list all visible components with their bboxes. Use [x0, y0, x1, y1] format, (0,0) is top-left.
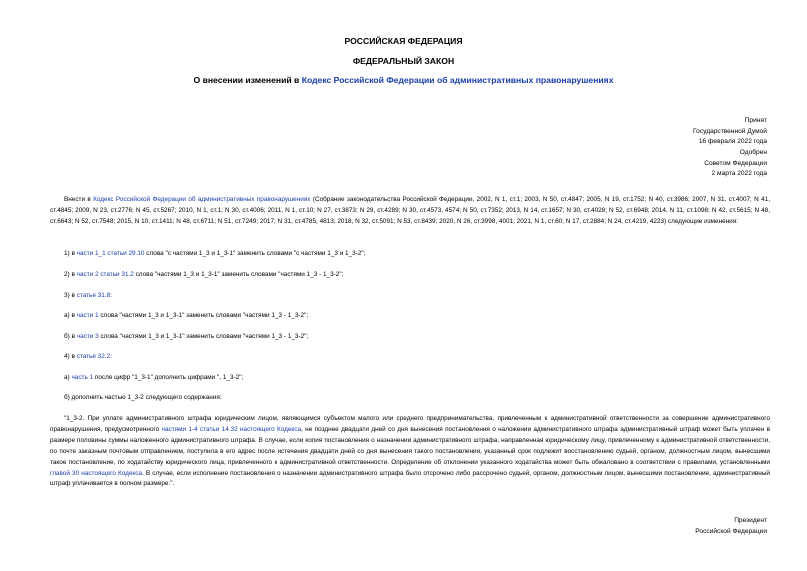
- item-3a-prefix: а) в: [64, 312, 77, 319]
- adopted-body: Государственной Думой: [693, 127, 767, 135]
- item-4-prefix: 4) в: [64, 353, 77, 360]
- item-1: [50, 249, 770, 260]
- item-2-prefix: 2) в: [64, 271, 77, 278]
- quote-text-2: , не позднее двадцати дней со дня вынесения постановления о наложении административного штрафа административный штраф может быть уплачен в размере половины суммы наложенного административного штрафа. В случае, если копия постановления о назначении административного штрафа, направленная юридическому лицу, привлеченному к административной ответственности, по почте заказным почтовым отправлением, поступила в его адрес после истечения двадцати дней со дня вынесения такого постановления, указанный срок подлежит восстановлению судьей, органом, должностным лицом, вынесшими такое постановление, по ходатайству юридического лица, привлеченного к административной ответственности. Определение об отклонении указанного ходатайства может быть обжаловано в соответствии с правилами, установленными: [50, 425, 770, 466]
- law-title-code-link[interactable]: Кодекс Российской Федерации об административных правонарушениях: [301, 75, 614, 85]
- approved-label: Одобрен: [739, 149, 767, 156]
- adopted-date: 16 февраля 2022 года: [698, 138, 767, 146]
- signature-subtitle: Российской Федерации: [695, 527, 767, 535]
- item-4a-prefix: а): [64, 374, 72, 381]
- quote-link-chapter-30[interactable]: главой 30 настоящего Кодекса: [50, 469, 143, 477]
- item-4b: [50, 393, 770, 404]
- item-2: [50, 270, 770, 281]
- approved-body: Советом Федерации: [704, 159, 767, 167]
- item-4a-text: после цифр "1_3-1" дополнить цифрами ", 1_3-2";: [93, 374, 244, 381]
- quoted-part-1-3-2: [50, 414, 770, 490]
- item-3b-prefix: б) в: [64, 333, 77, 340]
- item-4a-link[interactable]: часть 1: [71, 374, 94, 381]
- quote-text-1: "1_3-2. При уплате административного штрафа юридическим лицом, являющимся субъектом малого или среднего предпринимательства, привлеченным к административной ответственности за совершение административного правонарушения, предусмотренного: [50, 415, 770, 433]
- item-3-link[interactable]: статье 31.8: [76, 292, 111, 299]
- country-heading: РОССИЙСКАЯ ФЕДЕРАЦИЯ: [344, 36, 463, 46]
- item-1-prefix: 1) в: [64, 250, 77, 257]
- item-3-prefix: 3) в: [64, 292, 77, 299]
- item-3a-text: слова "частями 1_3 и 1_3-1" заменить словами "частями 1_3 - 1_3-2";: [98, 312, 309, 319]
- item-3: [50, 291, 770, 302]
- law-title-prefix: О внесении изменений в: [193, 75, 302, 85]
- item-1-link[interactable]: части 1_1 статьи 29.10: [76, 250, 145, 257]
- adopted-label: Принят: [744, 117, 767, 124]
- quote-link-articles-14-32[interactable]: частями 1-4 статьи 14.32 настоящего Кодекса: [161, 425, 302, 433]
- approved-block: [704, 148, 767, 180]
- item-2-text: слова "частями 1_3 и 1_3-1" заменить словами "частями 1_3 - 1_3-2";: [133, 271, 344, 278]
- item-2-link[interactable]: части 2 статьи 31.2: [76, 271, 134, 278]
- item-4: [50, 352, 770, 363]
- quote-text-3: . В случае, если исполнение постановления о назначении административного штрафа было отсрочено либо рассрочено судьей, органом, должностным лицом, вынесшими постановление, административный штраф уплачивается в полном размере.".: [50, 469, 771, 488]
- item-3a: [50, 311, 770, 322]
- item-4-link[interactable]: статье 32.2: [76, 353, 111, 360]
- item-3b-link[interactable]: части 3: [76, 333, 99, 340]
- signature-block: [695, 516, 767, 537]
- intro-code-link[interactable]: Кодекс Российской Федерации об административных правонарушениях: [93, 196, 311, 203]
- adopted-block: [693, 116, 767, 148]
- item-3-text: :: [110, 292, 112, 299]
- item-3b: [50, 332, 770, 343]
- item-3a-link[interactable]: части 1: [76, 312, 99, 319]
- intro-prefix: Внести в: [64, 196, 94, 203]
- item-4a: [50, 373, 770, 384]
- law-type-heading: ФЕДЕРАЛЬНЫЙ ЗАКОН: [352, 56, 455, 66]
- intro-text: (Собрание законодательства Российской Федерации, 2002, N 1, ст.1; 2003, N 50, ст.4847; 2005, N 19, ст.1752; N 40, ст.3986; 2007, N 31, ст.4007; N 41, ст.4845; 2009, N 23, ст.2776; N 45, ст.5267; 2010, N 1, ст.1; N 30, ст.4006; 2011, N 1, ст.10; N 27, ст.3873; N 29, ст.4289; N 30, ст.4573, 4574; N 50, ст.7352; 2013, N 14, ст.1657; N 30, ст.4028; N 52, ст.6948; 2014, N 11, ст.1098; N 42, ст.5615; N 48, ст.6643; N 52, ст.7548; 2015, N 10, ст.1411; N 48, ст.6711; N 51, ст.7249; 2017, N 31, ст.4785, 4813; 2018, N 32, ст.5091; N 53, ст.8439; 2020, N 26, ст.3998, 4001; 2021, N 1, ст.60; N 17, ст.2884; N 24, ст.4219, 4223) следующие изменения:: [50, 196, 770, 225]
- item-4-text: :: [110, 353, 112, 360]
- item-1-text: слова "с частями 1_3 и 1_3-1" заменить словами "с частями 1_3 и 1_3-2";: [144, 250, 366, 257]
- intro-paragraph: [50, 195, 770, 228]
- law-title: [0, 75, 807, 85]
- item-4b-text: б) дополнить частью 1_3-2 следующего содержания:: [64, 394, 222, 401]
- signature-title: Президент: [734, 517, 767, 524]
- approved-date: 2 марта 2022 года: [711, 170, 767, 178]
- item-3b-text: слова "частями 1_3 и 1_3-1" заменить словами "частями 1_3 - 1_3-2";: [98, 333, 309, 340]
